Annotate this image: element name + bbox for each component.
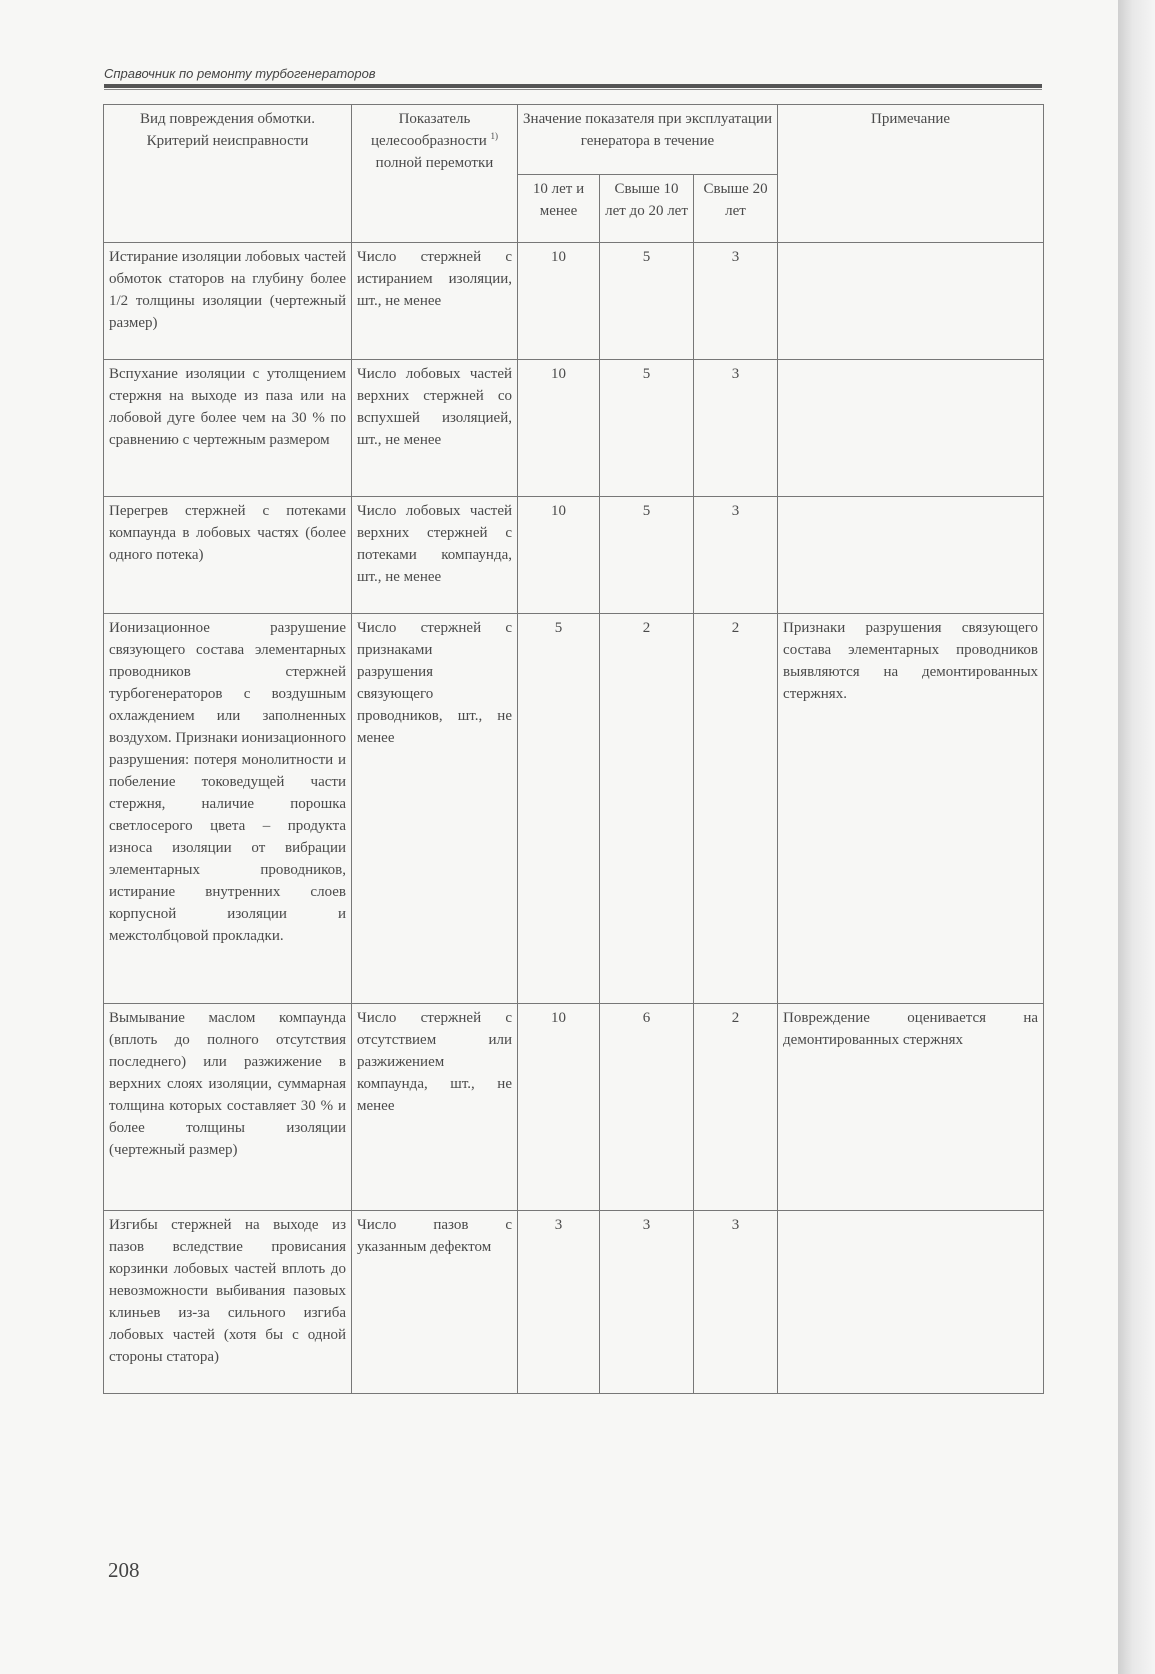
- header-rule-thin: [104, 89, 1042, 90]
- header-period-2: Свыше 10 лет до 20 лет: [600, 175, 694, 243]
- footnote-mark: 1): [490, 131, 498, 141]
- header-note: Примечание: [778, 105, 1044, 243]
- running-head: Справочник по ремонту турбогенераторов: [104, 66, 376, 81]
- value-cell: 10: [518, 497, 600, 614]
- table-row: [104, 497, 1044, 614]
- indicator-cell: Число лобовых частей верхних стержней с потеками компаунда, шт., не менее: [352, 497, 518, 614]
- table-row: [104, 1004, 1044, 1211]
- note-cell: Признаки разрушения связующего состава элементарных проводников выявляются на демонтированных стержнях.: [778, 614, 1044, 1004]
- value-cell: 3: [694, 497, 778, 614]
- value-cell: 10: [518, 360, 600, 497]
- table-row: [104, 243, 1044, 360]
- value-cell: 5: [600, 243, 694, 360]
- damage-cell: Вымывание маслом компаунда (вплоть до полного отсутствия последнего) или разжижение в верхних слоях изоляции, суммарная толщина которых составляет 30 % и более толщины изоляции (чертежный размер): [104, 1004, 352, 1211]
- note-cell: [778, 360, 1044, 497]
- page-edge-shadow: [1118, 0, 1155, 1674]
- header-damage-type: Вид повреждения обмотки. Критерий неисправности: [104, 105, 352, 243]
- value-cell: 3: [694, 1211, 778, 1394]
- damage-cell: Изгибы стержней на выходе из пазов вследствие провисания корзинки лобовых частей вплоть до невозможности выбивания пазовых клиньев из-за сильного изгиба лобовых частей (хотя бы с одной стороны статора): [104, 1211, 352, 1394]
- value-cell: 2: [694, 1004, 778, 1211]
- value-cell: 5: [600, 497, 694, 614]
- damage-cell: Вспухание изоляции с утолщением стержня на выходе из паза или на лобовой дуге более чем на 30 % по сравнению с чертежным размером: [104, 360, 352, 497]
- value-cell: 2: [600, 614, 694, 1004]
- indicator-cell: Число стержней с признаками разрушения связующего проводников, шт., не менее: [352, 614, 518, 1004]
- note-cell: [778, 243, 1044, 360]
- header-period-1: 10 лет и менее: [518, 175, 600, 243]
- table-row: [104, 1211, 1044, 1394]
- note-cell: [778, 1211, 1044, 1394]
- note-cell: [778, 497, 1044, 614]
- table-row: [104, 360, 1044, 497]
- value-cell: 5: [518, 614, 600, 1004]
- header-value-group: Значение показателя при эксплуатации генератора в течение: [518, 105, 778, 175]
- indicator-cell: Число пазов с указанным дефектом: [352, 1211, 518, 1394]
- header-indicator: [352, 105, 518, 243]
- value-cell: 3: [694, 243, 778, 360]
- table-header-row: [104, 105, 1044, 175]
- header-period-3: Свыше 20 лет: [694, 175, 778, 243]
- table-row: [104, 614, 1044, 1004]
- indicator-cell: Число лобовых частей верхних стержней со вспухшей изоляцией, шт., не менее: [352, 360, 518, 497]
- value-cell: 5: [600, 360, 694, 497]
- header-rule: [104, 84, 1042, 88]
- header-indicator-rest: полной перемотки: [375, 155, 494, 171]
- value-cell: 2: [694, 614, 778, 1004]
- value-cell: 3: [600, 1211, 694, 1394]
- damage-cell: Перегрев стержней с потеками компаунда в лобовых частях (более одного потека): [104, 497, 352, 614]
- value-cell: 6: [600, 1004, 694, 1211]
- note-cell: Повреждение оценивается на демонтированных стержнях: [778, 1004, 1044, 1211]
- value-cell: 3: [694, 360, 778, 497]
- damage-criteria-table: [103, 104, 1044, 1394]
- header-indicator-text: Показатель целесообразности: [371, 111, 487, 149]
- value-cell: 10: [518, 243, 600, 360]
- damage-cell: Истирание изоляции лобовых частей обмоток статоров на глубину более 1/2 толщины изоляции (чертежный размер): [104, 243, 352, 360]
- value-cell: 10: [518, 1004, 600, 1211]
- value-cell: 3: [518, 1211, 600, 1394]
- indicator-cell: Число стержней с истиранием изоляции, шт., не менее: [352, 243, 518, 360]
- indicator-cell: Число стержней с отсутствием или разжижением компаунда, шт., не менее: [352, 1004, 518, 1211]
- damage-cell: Ионизационное разрушение связующего состава элементарных проводников стержней турбогенераторов с воздушным охлаждением или заполненных воздухом. Признаки ионизационного разрушения: потеря монолитности и побеление токоведущей части стержня, наличие порошка светлосерого цвета – продукта износа изоляции от вибрации элементарных проводников, истирание внутренних слоев корпусной изоляции и межстолбцовой прокладки.: [104, 614, 352, 1004]
- page-number: 208: [108, 1558, 140, 1582]
